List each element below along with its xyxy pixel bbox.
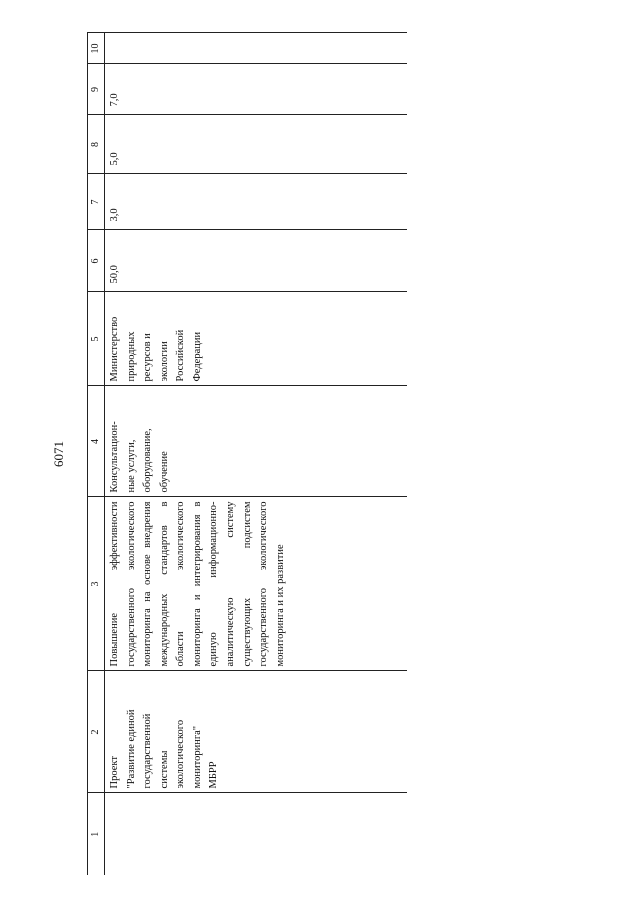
column-number-7: 7 — [88, 174, 105, 230]
cell-number — [105, 793, 408, 875]
column-number-8: 8 — [88, 115, 105, 174]
cell-amount-col9: 7,0 — [105, 64, 408, 115]
table-row — [105, 33, 408, 875]
column-number-4: 4 — [88, 386, 105, 497]
column-number-3: 3 — [88, 497, 105, 671]
cell-amount-col8: 5,0 — [105, 115, 408, 174]
column-number-1: 1 — [88, 793, 105, 875]
cell-components: Консультацион- ные услуги, оборудование, обучение — [105, 386, 408, 497]
cell-col10 — [105, 33, 408, 64]
column-number-2: 2 — [88, 671, 105, 793]
column-number-10: 10 — [88, 33, 105, 64]
column-number-row — [88, 33, 105, 875]
funding-table — [87, 33, 407, 876]
column-number-5: 5 — [88, 292, 105, 386]
cell-project-goal: Повышение эффективности государственного экологического мониторинга на основе внедрения международных стандартов в области экологического мониторинга и интегрирования в единую информационно-аналитическую систему существующих подсистем государственного экологического мониторинга и их развитие — [105, 497, 408, 671]
page-number — [48, 439, 70, 469]
cell-amount-col6: 50,0 — [105, 230, 408, 292]
column-number-6: 6 — [88, 230, 105, 292]
rotated-table — [87, 33, 407, 875]
cell-executor: Министерство природных ресурсов и экологии Российской Федерации — [105, 292, 408, 386]
cell-project-name: Проект "Развитие единой государственной системы экологического мониторинга" МБРР — [105, 671, 408, 793]
column-number-9: 9 — [88, 64, 105, 115]
cell-amount-col7: 3,0 — [105, 174, 408, 230]
page-number-text: 6071 — [51, 441, 66, 467]
